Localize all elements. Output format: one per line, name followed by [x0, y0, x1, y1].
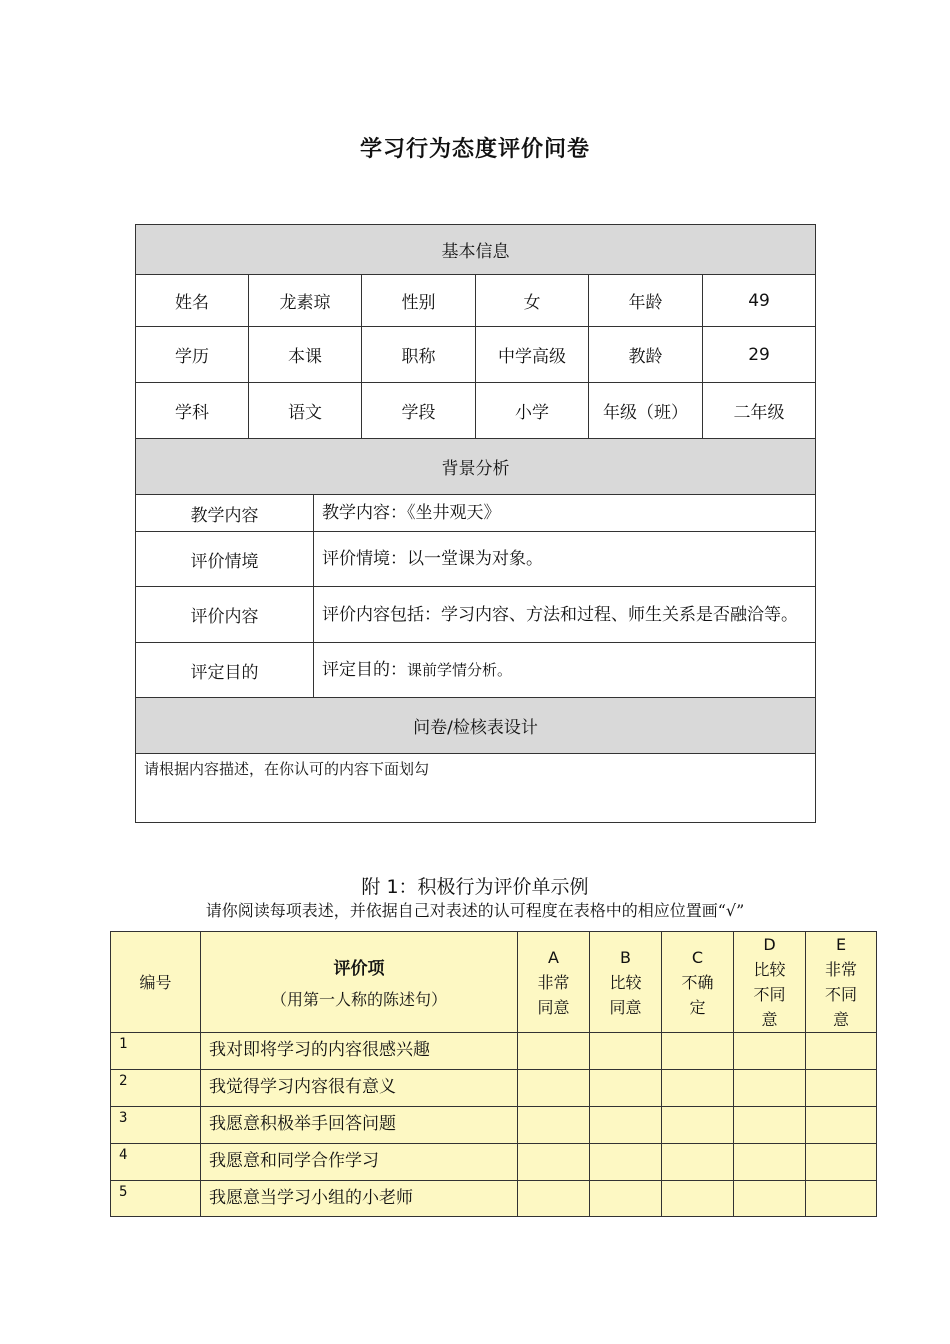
answer-cell-b[interactable] [590, 1070, 662, 1107]
answer-cell-c[interactable] [662, 1033, 734, 1070]
answer-cell-a[interactable] [518, 1033, 590, 1070]
option-line: 意 [832, 1010, 849, 1029]
table-row [111, 1033, 877, 1070]
questionnaire-note: 请根据内容描述，在你认可的内容下面划勾 [136, 754, 816, 823]
option-line: 不确 [681, 972, 714, 992]
appendix-title: 附 1：积极行为评价单示例 [361, 876, 589, 898]
answer-cell-e[interactable] [806, 1144, 877, 1181]
answer-cell-c[interactable] [662, 1070, 734, 1107]
answer-cell-e[interactable] [806, 1181, 877, 1217]
info-label-title: 职称 [362, 327, 476, 383]
answer-cell-a[interactable] [518, 1181, 590, 1217]
info-value-name: 龙素琼 [249, 275, 362, 327]
bg-label-eval-content: 评价内容 [136, 587, 314, 643]
option-letter: C [691, 947, 704, 967]
page-title: 学习行为态度评价问卷 [359, 137, 590, 162]
option-line: 比较 [753, 960, 786, 979]
option-letter: A [548, 947, 559, 967]
row-statement: 我愿意当学习小组的小老师 [201, 1181, 518, 1217]
info-label-name: 姓名 [136, 275, 249, 327]
info-value-grade: 二年级 [703, 383, 816, 439]
answer-cell-e[interactable] [806, 1107, 877, 1144]
answer-cell-b[interactable] [590, 1033, 662, 1070]
option-letter: E [835, 935, 847, 954]
answer-cell-b[interactable] [590, 1181, 662, 1217]
bg-value-context: 评价情境：以一堂课为对象。 [314, 532, 816, 587]
option-letter: B [620, 947, 631, 967]
basic-info-header: 基本信息 [136, 225, 816, 275]
answer-cell-e[interactable] [806, 1070, 877, 1107]
row-statement: 我觉得学习内容很有意义 [201, 1070, 518, 1107]
option-line: 比较 [609, 972, 642, 992]
info-value-gender: 女 [476, 275, 589, 327]
row-number: 1 [111, 1033, 201, 1070]
info-value-stage: 小学 [476, 383, 589, 439]
answer-cell-c[interactable] [662, 1144, 734, 1181]
info-value-age: 49 [703, 275, 816, 327]
bg-label-content: 教学内容 [136, 495, 314, 532]
option-line: 不同 [753, 985, 786, 1004]
info-value-teaching-years: 29 [703, 327, 816, 383]
row-number: 5 [111, 1181, 201, 1217]
row-number: 2 [111, 1070, 201, 1107]
info-label-age: 年龄 [589, 275, 703, 327]
answer-cell-a[interactable] [518, 1144, 590, 1181]
header-option-e [806, 932, 877, 1033]
option-letter: D [763, 935, 776, 954]
bg-value-purpose-prefix: 评定目的： [322, 660, 407, 680]
bg-label-context: 评价情境 [136, 532, 314, 587]
table-row [111, 1107, 877, 1144]
answer-cell-c[interactable] [662, 1181, 734, 1217]
row-statement: 我愿意和同学合作学习 [201, 1144, 518, 1181]
header-number: 编号 [111, 932, 201, 1033]
info-label-gender: 性别 [362, 275, 476, 327]
row-number: 3 [111, 1107, 201, 1144]
info-label-stage: 学段 [362, 383, 476, 439]
bg-label-purpose: 评定目的 [136, 643, 314, 698]
answer-cell-b[interactable] [590, 1144, 662, 1181]
header-item-title: 评价项 [333, 959, 385, 979]
table-row [111, 1144, 877, 1181]
behavior-evaluation-table [110, 931, 877, 1217]
option-line: 不同 [824, 985, 857, 1004]
table-row [111, 1181, 877, 1217]
row-number: 4 [111, 1144, 201, 1181]
appendix-instruction: 请你阅读每项表述，并依据自己对表述的认可程度在表格中的相应位置画“√” [205, 901, 745, 920]
header-item [201, 932, 518, 1033]
info-value-education: 本课 [249, 327, 362, 383]
option-line: 意 [761, 1010, 778, 1029]
header-option-b [590, 932, 662, 1033]
background-header: 背景分析 [136, 439, 816, 495]
answer-cell-d[interactable] [734, 1033, 806, 1070]
info-label-subject: 学科 [136, 383, 249, 439]
info-label-grade: 年级（班） [589, 383, 703, 439]
bg-value-purpose [314, 643, 816, 698]
info-label-teaching-years: 教龄 [589, 327, 703, 383]
table-row [111, 1070, 877, 1107]
answer-cell-c[interactable] [662, 1107, 734, 1144]
bg-value-eval-content: 评价内容包括：学习内容、方法和过程、师生关系是否融洽等。 [314, 587, 816, 643]
bg-value-purpose-rest: 课前学情分析。 [407, 661, 513, 679]
answer-cell-a[interactable] [518, 1107, 590, 1144]
info-value-title: 中学高级 [476, 327, 589, 383]
questionnaire-header: 问卷/检核表设计 [136, 698, 816, 754]
option-line: 非常 [824, 960, 857, 979]
option-line: 非常 [537, 972, 570, 992]
header-option-a [518, 932, 590, 1033]
info-label-education: 学历 [136, 327, 249, 383]
answer-cell-b[interactable] [590, 1107, 662, 1144]
header-option-c [662, 932, 734, 1033]
answer-cell-d[interactable] [734, 1181, 806, 1217]
option-line: 同意 [609, 997, 642, 1017]
header-item-subtitle: （用第一人称的陈述句） [270, 990, 447, 1009]
answer-cell-d[interactable] [734, 1070, 806, 1107]
option-line: 同意 [537, 997, 570, 1017]
answer-cell-d[interactable] [734, 1144, 806, 1181]
answer-cell-a[interactable] [518, 1070, 590, 1107]
basic-info-table [135, 224, 816, 823]
answer-cell-d[interactable] [734, 1107, 806, 1144]
option-line: 定 [689, 997, 706, 1017]
row-statement: 我愿意积极举手回答问题 [201, 1107, 518, 1144]
info-value-subject: 语文 [249, 383, 362, 439]
bg-value-content: 教学内容：《坐井观天》 [314, 495, 816, 532]
answer-cell-e[interactable] [806, 1033, 877, 1070]
row-statement: 我对即将学习的内容很感兴趣 [201, 1033, 518, 1070]
header-option-d [734, 932, 806, 1033]
